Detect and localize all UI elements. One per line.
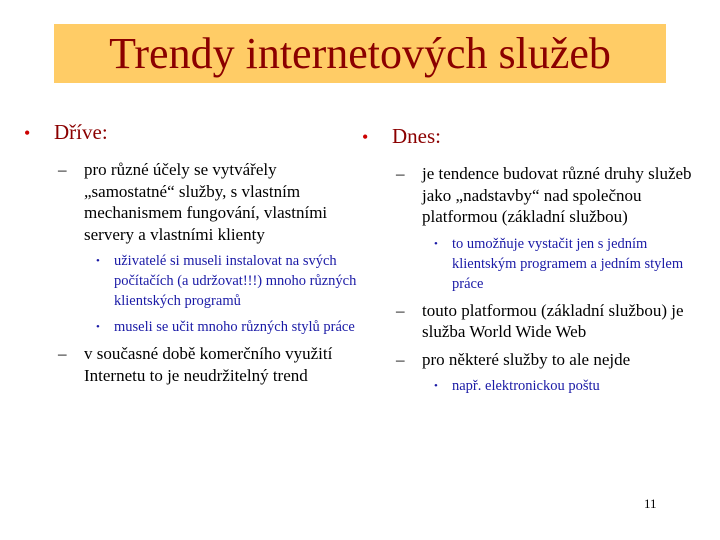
- left-column: [24, 120, 369, 392]
- bullet-icon: •: [362, 127, 369, 147]
- list-item: [396, 300, 702, 343]
- list-item-text: pro různé účely se vytvářely „samostatné“ služby, s vlastním mechanismem fungování, vlastními servery a vlastními klienty: [84, 160, 328, 244]
- bullet-icon: •: [96, 321, 100, 333]
- sub-list-item: [96, 251, 369, 311]
- right-heading-text: Dnes:: [392, 124, 441, 148]
- list-item-text: pro některé služby to ale nejde: [422, 349, 631, 369]
- title-box: [54, 24, 666, 83]
- list-item-text: je tendence budovat různé druhy služeb jako „nadstavby“ nad společnou platformou (základní službou): [422, 164, 692, 226]
- list-item: [58, 343, 369, 386]
- bullet-icon: •: [434, 237, 438, 250]
- left-heading-text: Dříve:: [54, 120, 108, 144]
- list-item: [396, 349, 702, 371]
- sub-list-item-text: např. elektronickou poštu: [452, 378, 600, 394]
- dash-icon: –: [58, 160, 67, 179]
- dash-icon: –: [58, 344, 67, 363]
- page-number: 11: [644, 496, 657, 511]
- sub-list-item: [434, 234, 702, 294]
- right-column: [362, 124, 702, 402]
- dash-icon: –: [396, 164, 405, 183]
- bullet-icon: •: [24, 123, 31, 143]
- slide-title: Trendy internetových služeb: [109, 28, 611, 78]
- sub-list-item-text: uživatelé si museli instalovat na svých počítačích (a udržovat!!!) mnoho různých klientských programů: [114, 253, 357, 309]
- sub-list-item: [96, 317, 369, 337]
- list-item: [58, 159, 369, 245]
- sub-list-item: [434, 376, 702, 396]
- list-item-text: touto platformou (základní službou) je služba World Wide Web: [422, 300, 684, 341]
- dash-icon: –: [396, 349, 405, 369]
- sub-list-item-text: museli se učit mnoho různých stylů práce: [114, 319, 355, 335]
- bullet-icon: •: [434, 380, 438, 392]
- list-item-text: v současné době komerčního využití Internetu to je neudržitelný trend: [84, 344, 333, 385]
- left-heading: [24, 120, 369, 145]
- dash-icon: –: [396, 300, 405, 320]
- bullet-icon: •: [96, 255, 100, 267]
- list-item: [396, 163, 702, 228]
- sub-list-item-text: to umožňuje vystačit jen s jedním klientským programem a jedním stylem práce: [452, 235, 684, 292]
- right-heading: [362, 124, 702, 149]
